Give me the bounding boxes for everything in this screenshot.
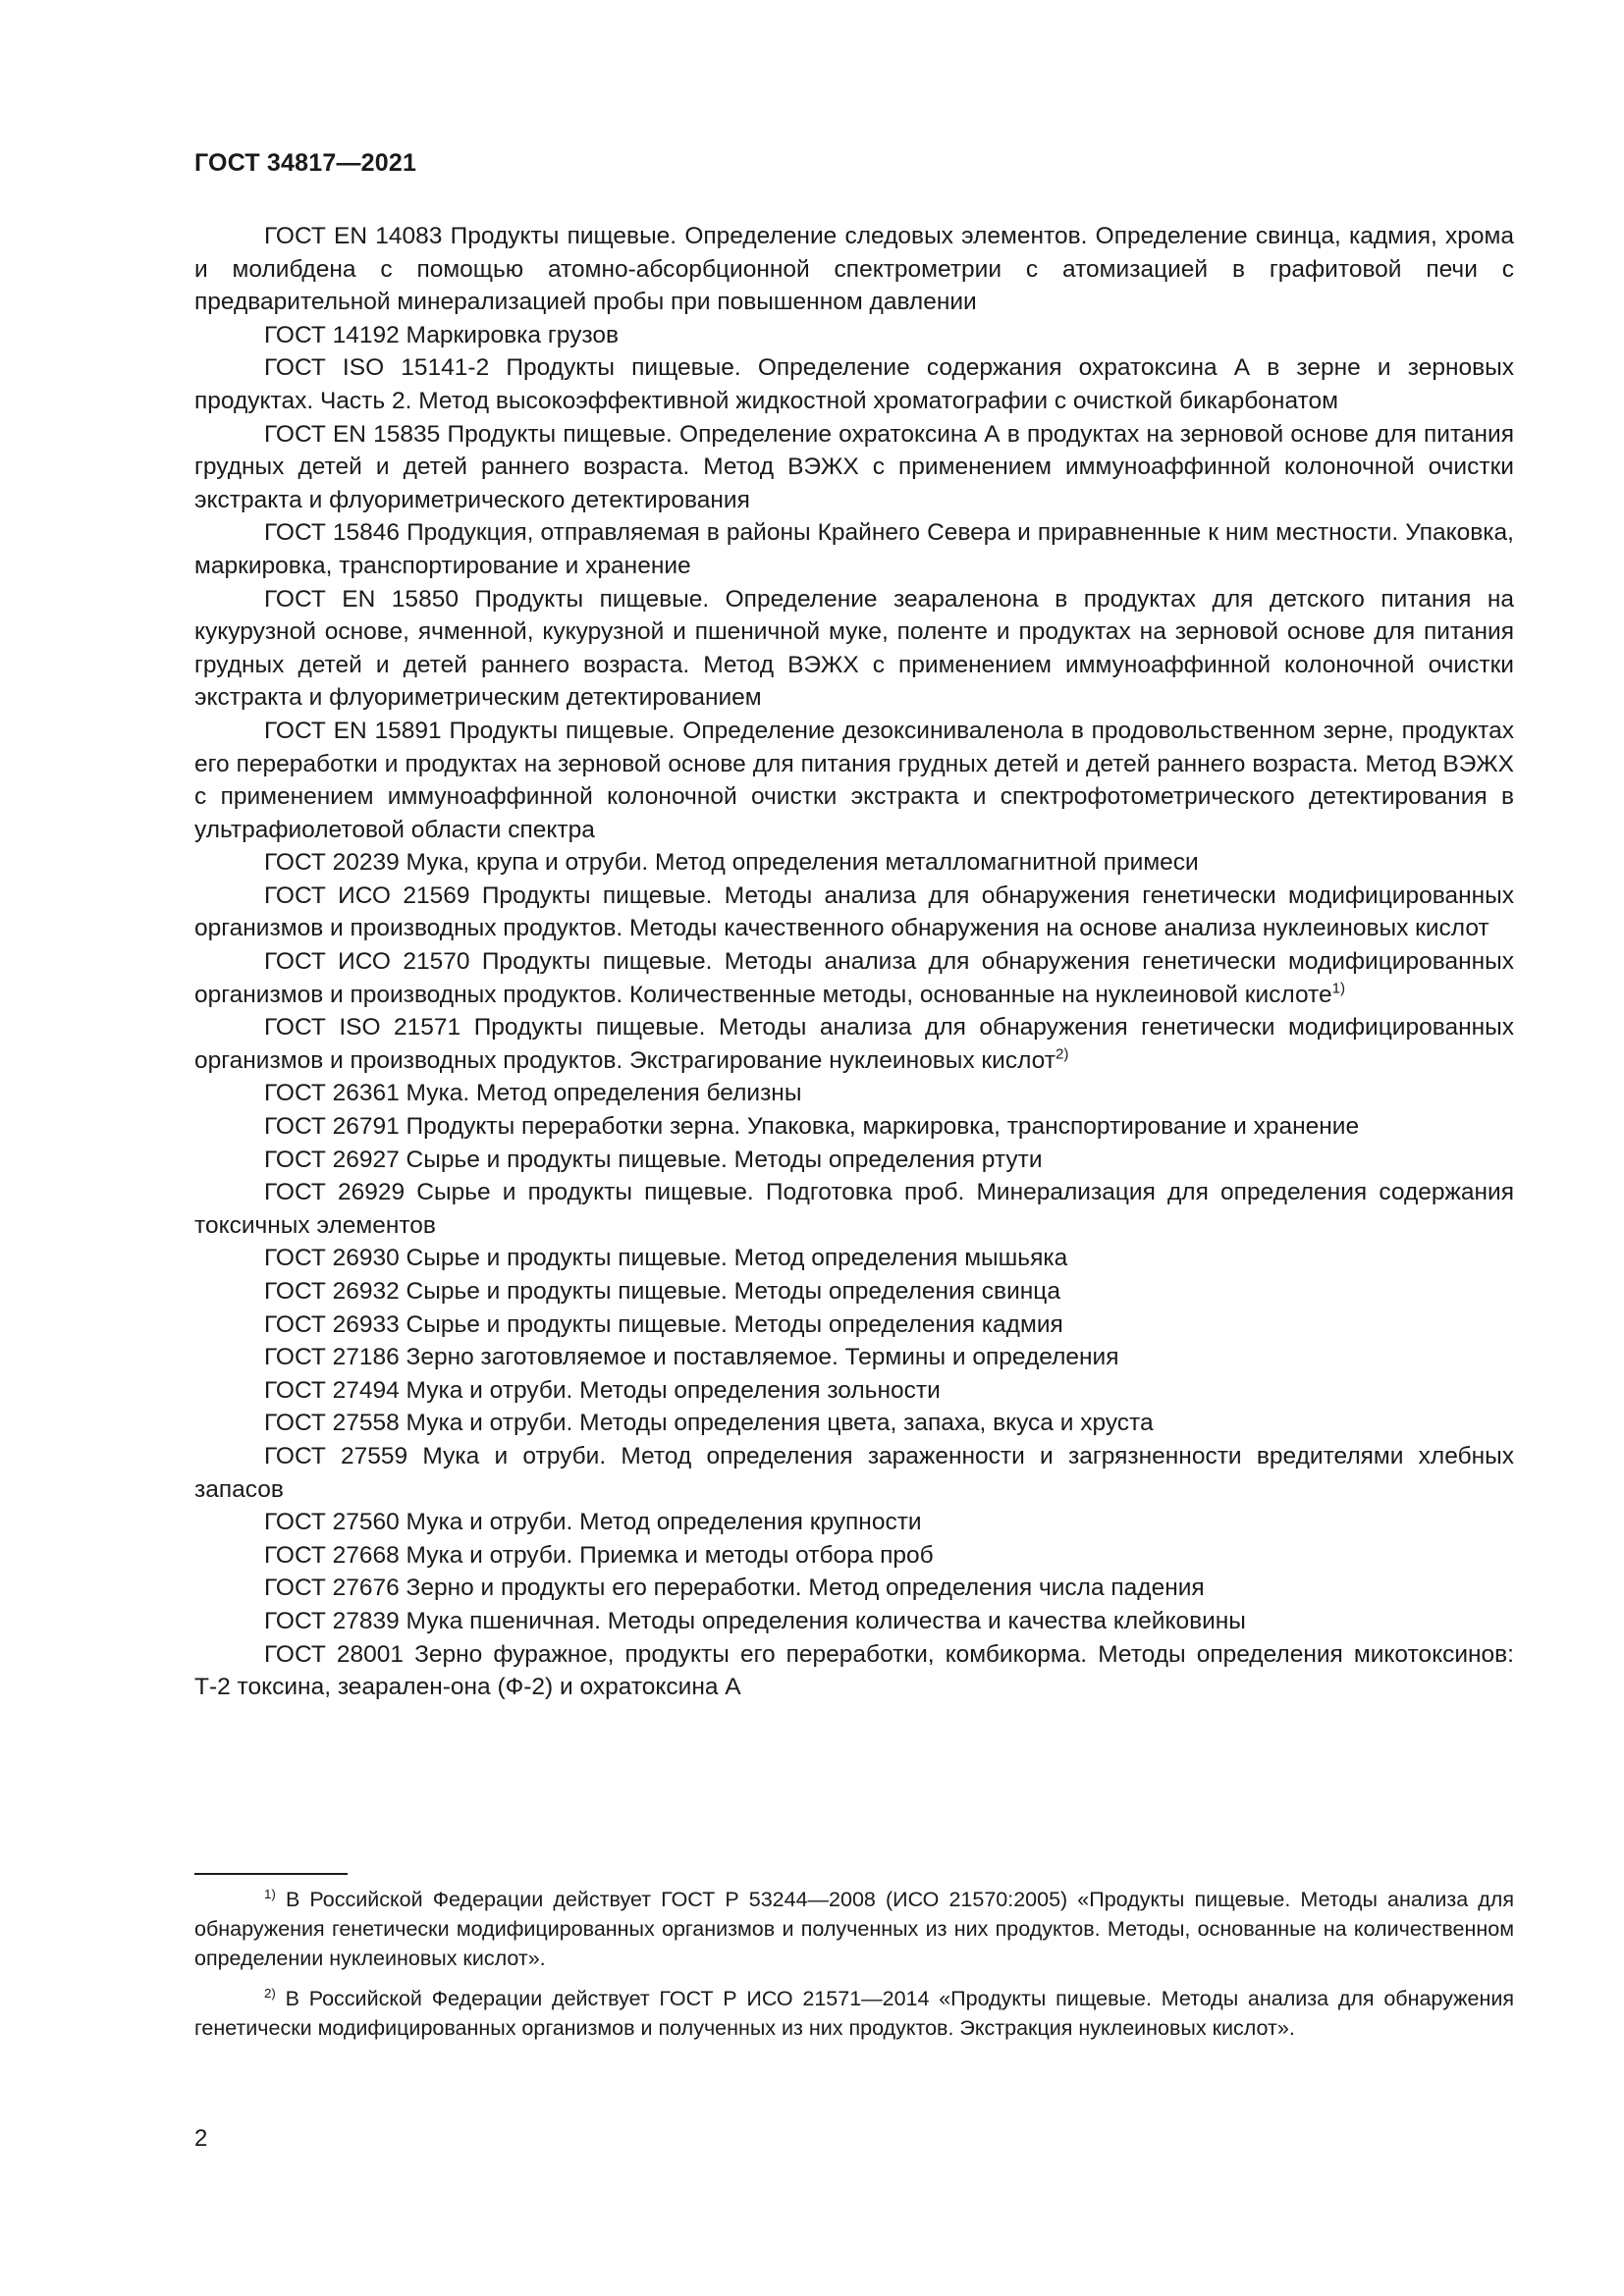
reference-item: ГОСТ 27676 Зерно и продукты его переработки. Метод определения числа падения	[264, 1575, 1205, 1602]
footnote-mark: 1)	[264, 1886, 276, 1901]
reference-item: ГОСТ 20239 Мука, крупа и отруби. Метод определения металломагнитной примеси	[264, 849, 1199, 877]
reference-item: ГОСТ ISO 21571 Продукты пищевые. Методы анализа для обнаружения генетически модифицированных организмов и производных продуктов. Экстрагирование нуклеиновых кислот$^{2)}$	[194, 1014, 1514, 1074]
reference-item: ГОСТ 28001 Зерно фуражное, продукты его переработки, комбикорма. Методы определения микотоксинов: Т-2 токсина, зеарален-она (Ф-2) и охратоксина А	[194, 1640, 1514, 1701]
reference-item: ГОСТ 26929 Сырье и продукты пищевые. Подготовка проб. Минерализация для определения содержания токсичных элементов	[194, 1179, 1514, 1239]
reference-item: ГОСТ EN 15891 Продукты пищевые. Определение дезоксиниваленола в продовольственном зерне, продуктах его переработки и продуктах на зерновой основе для питания грудных детей и детей раннего возраста. Метод ВЭЖХ с применением иммуноаффинной колоночной очистки экстракта и спектрофотометрического детектирования в ультрафиолетовой области спектра	[194, 717, 1514, 843]
footnote-ref: 2)	[1055, 1045, 1069, 1063]
footnote-item: $^{1)}$ В Российской Федерации действует ГОСТ Р 53244—2008 (ИСО 21570:2005) «Продукты пищевые. Методы анализа для обнаружения генетически модифицированных организмов и полученных из них продуктов. Методы, основанные на количественном определении нуклеиновых кислот».	[194, 1886, 1514, 1970]
reference-item: ГОСТ ИСО 21569 Продукты пищевые. Методы анализа для обнаружения генетически модифицированных организмов и производных продуктов. Методы качественного обнаружения на основе анализа нуклеиновых кислот	[194, 881, 1514, 942]
reference-item: ГОСТ 26930 Сырье и продукты пищевые. Метод определения мышьяка	[264, 1245, 1068, 1272]
reference-item: ГОСТ ИСО 21570 Продукты пищевые. Методы анализа для обнаружения генетически модифицированных организмов и производных продуктов. Количественные методы, основанные на нуклеиновой кислоте$^{1)}$	[194, 948, 1514, 1008]
reference-item: ГОСТ 26932 Сырье и продукты пищевые. Методы определения свинца	[264, 1278, 1060, 1305]
references-list	[194, 220, 1514, 1704]
reference-item: ГОСТ EN 15835 Продукты пищевые. Определение охратоксина А в продуктах на зерновой основе для питания грудных детей и детей раннего возраста. Метод ВЭЖХ с применением иммуноаффинной колоночной очистки экстракта и флуориметрического детектирования	[194, 420, 1514, 513]
reference-item: ГОСТ 27558 Мука и отруби. Методы определения цвета, запаха, вкуса и хруста	[264, 1410, 1154, 1437]
footnote-ref: 1)	[1331, 980, 1346, 997]
reference-item: ГОСТ 14192 Маркировка грузов	[264, 321, 619, 348]
reference-item: ГОСТ 26927 Сырье и продукты пищевые. Методы определения ртути	[264, 1146, 1043, 1173]
footnote-item: $^{2)}$ В Российской Федерации действует ГОСТ Р ИСО 21571—2014 «Продукты пищевые. Методы анализа для обнаружения генетически модифицированных организмов и полученных из них продуктов. Экстракция нуклеиновых кислот».	[194, 1985, 1514, 2040]
reference-item: ГОСТ 27494 Мука и отруби. Методы определения зольности	[264, 1376, 941, 1404]
reference-item: ГОСТ 26791 Продукты переработки зерна. Упаковка, маркировка, транспортирование и хранение	[264, 1113, 1360, 1141]
footnote-separator	[194, 1873, 348, 1875]
footnote-mark: 2)	[264, 1985, 276, 2001]
reference-item: ГОСТ EN 14083 Продукты пищевые. Определение следовых элементов. Определение свинца, кадмия, хрома и молибдена с помощью атомно-абсорбционной спектрометрии с атомизацией в графитовой печи с предварительной минерализацией пробы при повышенном давлении	[194, 223, 1514, 316]
reference-item: ГОСТ 27560 Мука и отруби. Метод определения крупности	[264, 1509, 922, 1536]
reference-item: ГОСТ 27559 Мука и отруби. Метод определения зараженности и загрязненности вредителями хлебных запасов	[194, 1442, 1514, 1503]
page-number: 2	[194, 2125, 208, 2152]
reference-item: ГОСТ 26361 Мука. Метод определения белизны	[264, 1080, 802, 1107]
reference-item: ГОСТ 27186 Зерно заготовляемое и поставляемое. Термины и определения	[264, 1344, 1119, 1371]
reference-item: ГОСТ EN 15850 Продукты пищевые. Определение зеараленона в продуктах для детского питания на кукурузной основе, ячменной, кукурузной и пшеничной муке, поленте и продуктах на зерновой основе для питания грудных детей и детей раннего возраста. Метод ВЭЖХ с применением иммуноаффинной колоночной очистки экстракта и флуориметрическим детектированием	[194, 585, 1514, 712]
reference-item: ГОСТ 15846 Продукция, отправляемая в районы Крайнего Севера и приравненные к ним местности. Упаковка, маркировка, транспортирование и хранение	[194, 519, 1514, 579]
reference-item: ГОСТ 27668 Мука и отруби. Приемка и методы отбора проб	[264, 1541, 934, 1569]
reference-item: ГОСТ ISO 15141-2 Продукты пищевые. Определение содержания охратоксина А в зерне и зерновых продуктах. Часть 2. Метод высокоэффективной жидкостной хроматографии с очисткой бикарбонатом	[194, 354, 1514, 414]
reference-item: ГОСТ 26933 Сырье и продукты пищевые. Методы определения кадмия	[264, 1310, 1063, 1338]
reference-item: ГОСТ 27839 Мука пшеничная. Методы определения количества и качества клейковины	[264, 1607, 1246, 1634]
footnotes	[194, 1885, 1514, 2054]
page-header-title: ГОСТ 34817—2021	[194, 149, 417, 177]
